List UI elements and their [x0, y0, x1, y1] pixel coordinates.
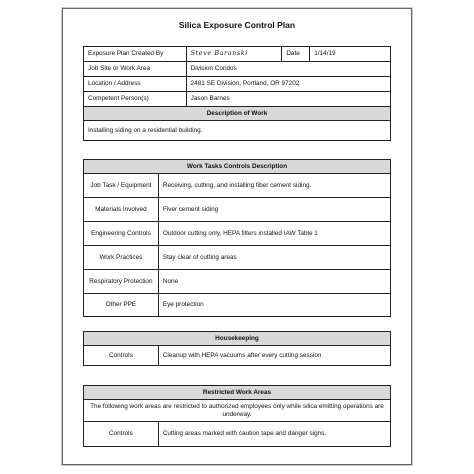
- table-row: [84, 92, 391, 107]
- housekeeping-table: [83, 331, 391, 366]
- location-label: Location / Address: [84, 77, 187, 92]
- competent-person-value: Jason Barnes: [186, 92, 390, 107]
- table-row: [84, 62, 391, 77]
- table-row: [84, 160, 391, 174]
- housekeeping-header: Housekeeping: [84, 332, 391, 346]
- work-tasks-header: Work Tasks Controls Description: [84, 160, 391, 174]
- description-header: Description of Work: [84, 107, 391, 121]
- table-row: [84, 246, 391, 270]
- table-row: [84, 198, 391, 222]
- task-value-job-task: Receiving, cutting, and installing fiber cement siding.: [158, 174, 390, 198]
- description-value: Installing siding on a residential building.: [84, 121, 391, 141]
- task-value-respiratory: None: [158, 270, 390, 294]
- table-row: [84, 346, 391, 366]
- task-label-work-practices: Work Practices: [84, 246, 159, 270]
- document-page: [62, 8, 412, 465]
- competent-person-label: Competent Person(s): [84, 92, 187, 107]
- date-label: Date: [282, 47, 310, 62]
- created-by-label: Exposure Plan Created By: [84, 47, 187, 62]
- created-by-signature: Steve Baranski: [186, 47, 282, 62]
- table-row: [84, 332, 391, 346]
- table-row: [84, 77, 391, 92]
- table-row: [84, 121, 391, 141]
- table-row: [84, 400, 391, 422]
- housekeeping-controls-label: Controls: [84, 346, 159, 366]
- restricted-areas-note: The following work areas are restricted to authorized employees only while silica emitting operations are underway.: [84, 400, 391, 422]
- work-tasks-table: [83, 159, 391, 317]
- plan-info-table: [83, 46, 391, 141]
- task-value-other-ppe: Eye protection: [158, 294, 390, 317]
- document-title: Silica Exposure Control Plan: [178, 20, 296, 30]
- restricted-controls-label: Controls: [84, 422, 159, 447]
- task-label-materials: Materials Involved: [84, 198, 159, 222]
- table-row: [84, 174, 391, 198]
- table-row: [84, 222, 391, 246]
- restricted-areas-header: Restricted Work Areas: [84, 386, 391, 400]
- table-row: [84, 386, 391, 400]
- task-label-other-ppe: Other PPE: [84, 294, 159, 317]
- task-value-engineering: Outdoor cutting only, HEPA filters installed IAW Table 1: [158, 222, 390, 246]
- table-row: [84, 47, 391, 62]
- date-value: 1/14/19: [310, 47, 391, 62]
- job-site-value: Division Condos: [186, 62, 390, 77]
- job-site-label: Job Site or Work Area: [84, 62, 187, 77]
- table-row: [84, 294, 391, 317]
- task-label-job-task: Job Task / Equipment: [84, 174, 159, 198]
- task-label-engineering: Engineering Controls: [84, 222, 159, 246]
- restricted-areas-table: [83, 385, 391, 447]
- table-row: [84, 270, 391, 294]
- location-value: 2481 SE Division, Portland, OR 97202: [186, 77, 390, 92]
- task-value-work-practices: Stay clear of cutting areas: [158, 246, 390, 270]
- restricted-controls-value: Cutting areas marked with caution tape and danger signs.: [158, 422, 390, 447]
- housekeeping-controls-value: Cleanup with HEPA vacuums after every cutting session: [158, 346, 390, 366]
- task-label-respiratory: Respiratory Protection: [84, 270, 159, 294]
- table-row: [84, 107, 391, 121]
- table-row: [84, 422, 391, 447]
- task-value-materials: Fiver cement siding: [158, 198, 390, 222]
